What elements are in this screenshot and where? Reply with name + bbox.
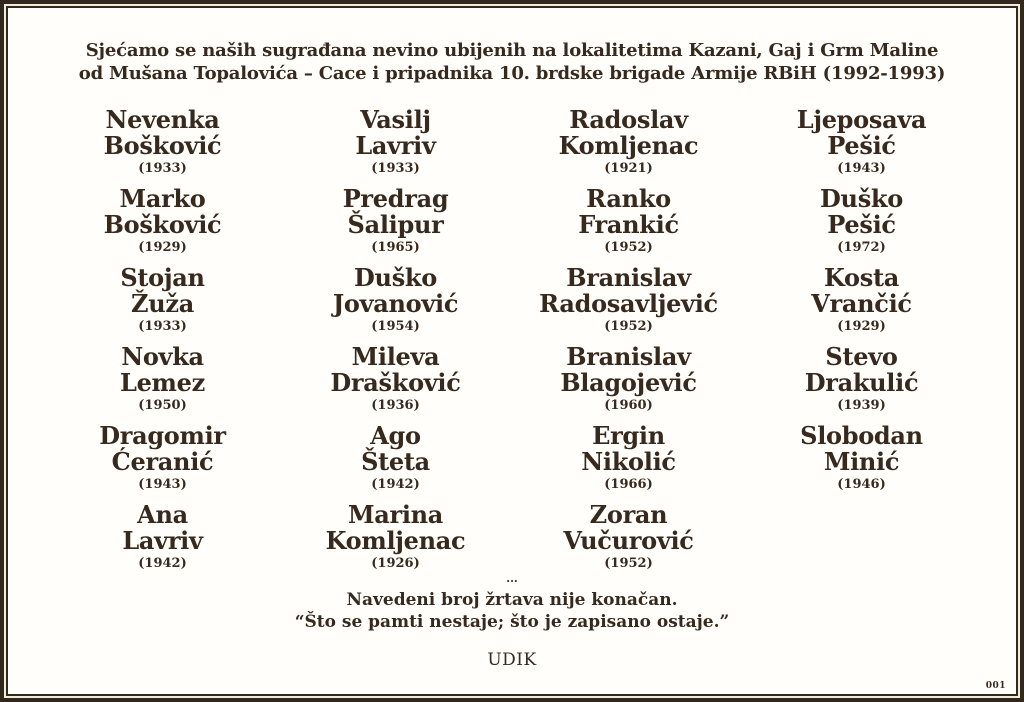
victim-first-name: Duško bbox=[354, 263, 437, 292]
poster-header bbox=[12, 39, 1012, 85]
victim-name bbox=[46, 186, 279, 238]
victim-name bbox=[46, 265, 279, 317]
victim-birth-year: (1972) bbox=[837, 240, 886, 255]
victim-first-name: Ana bbox=[137, 500, 188, 529]
victim-first-name: Dragomir bbox=[99, 421, 226, 450]
victim-name bbox=[745, 423, 978, 475]
victim-last-name: Ćeranić bbox=[111, 447, 214, 476]
victim-entry bbox=[46, 344, 279, 414]
victim-name bbox=[279, 107, 512, 159]
victim-entry bbox=[279, 502, 512, 572]
victim-first-name: Stevo bbox=[825, 342, 898, 371]
victim-entry bbox=[745, 186, 978, 256]
victim-entry bbox=[279, 186, 512, 256]
victims-grid bbox=[12, 107, 1012, 572]
victim-last-name: Drašković bbox=[330, 368, 461, 397]
victim-entry bbox=[46, 186, 279, 256]
header-line-2: od Mušana Topalovića – Cace i pripadnika 10. brdske brigade Armije RBiH (1992-1993) bbox=[78, 63, 946, 84]
victim-birth-year: (1954) bbox=[371, 319, 420, 334]
victim-birth-year: (1926) bbox=[371, 556, 420, 571]
victim-entry bbox=[745, 265, 978, 335]
victim-last-name: Minić bbox=[823, 447, 900, 476]
footer-note-2: “Što se pamti nestaje; što je zapisano ostaje.” bbox=[294, 612, 730, 632]
victim-name bbox=[512, 423, 745, 475]
victim-last-name: Lavriv bbox=[122, 526, 203, 555]
victim-entry bbox=[745, 423, 978, 493]
victim-last-name: Komljenac bbox=[325, 526, 466, 555]
victim-entry bbox=[279, 107, 512, 177]
victim-name bbox=[279, 265, 512, 317]
footer-ellipsis: ... bbox=[506, 572, 518, 585]
victim-last-name: Žuža bbox=[131, 289, 194, 318]
victim-birth-year: (1929) bbox=[138, 240, 187, 255]
victim-last-name: Frankić bbox=[578, 210, 679, 239]
victim-entry bbox=[46, 107, 279, 177]
victim-first-name: Ergin bbox=[592, 421, 665, 450]
victim-first-name: Branislav bbox=[566, 342, 691, 371]
header-line-1: Sjećamo se naših sugrađana nevino ubijenih na lokalitetima Kazani, Gaj i Grm Maline bbox=[85, 40, 939, 61]
victim-first-name: Marko bbox=[119, 184, 206, 213]
victim-birth-year: (1942) bbox=[371, 477, 420, 492]
victim-name bbox=[46, 107, 279, 159]
victim-birth-year: (1939) bbox=[837, 398, 886, 413]
victim-name bbox=[512, 265, 745, 317]
victim-last-name: Nikolić bbox=[581, 447, 676, 476]
victim-last-name: Vučurović bbox=[563, 526, 694, 555]
victim-entry bbox=[46, 423, 279, 493]
victim-birth-year: (1933) bbox=[138, 319, 187, 334]
victim-entry bbox=[46, 265, 279, 335]
victim-last-name: Šteta bbox=[361, 447, 430, 476]
victim-name bbox=[46, 344, 279, 396]
victim-first-name: Stojan bbox=[120, 263, 205, 292]
victim-name bbox=[279, 186, 512, 238]
victim-name bbox=[279, 423, 512, 475]
victim-entry bbox=[512, 423, 745, 493]
victim-last-name: Jovanović bbox=[332, 289, 459, 318]
victim-last-name: Komljenac bbox=[558, 131, 699, 160]
victim-last-name: Lavriv bbox=[355, 131, 436, 160]
victim-last-name: Blagojević bbox=[560, 368, 697, 397]
victim-birth-year: (1952) bbox=[604, 556, 653, 571]
victim-first-name: Nevenka bbox=[105, 105, 220, 134]
victim-name bbox=[512, 502, 745, 554]
victim-name bbox=[512, 344, 745, 396]
organization-name: UDIK bbox=[487, 650, 537, 670]
victim-entry bbox=[279, 265, 512, 335]
victim-birth-year: (1942) bbox=[138, 556, 187, 571]
victim-entry bbox=[745, 107, 978, 177]
victim-birth-year: (1965) bbox=[371, 240, 420, 255]
victim-last-name: Bošković bbox=[103, 210, 222, 239]
victim-first-name: Ranko bbox=[586, 184, 671, 213]
victim-entry bbox=[512, 186, 745, 256]
victim-birth-year: (1943) bbox=[837, 161, 886, 176]
victim-birth-year: (1929) bbox=[837, 319, 886, 334]
victim-birth-year: (1943) bbox=[138, 477, 187, 492]
victim-name bbox=[279, 344, 512, 396]
victim-last-name: Drakulić bbox=[804, 368, 919, 397]
victim-name bbox=[745, 265, 978, 317]
victim-last-name: Lemez bbox=[120, 368, 205, 397]
victim-entry bbox=[512, 107, 745, 177]
victim-first-name: Kosta bbox=[824, 263, 899, 292]
victim-name bbox=[745, 344, 978, 396]
victim-first-name: Marina bbox=[347, 500, 444, 529]
victim-birth-year: (1933) bbox=[138, 161, 187, 176]
victim-last-name: Pešić bbox=[827, 210, 896, 239]
victim-last-name: Pešić bbox=[827, 131, 896, 160]
victim-birth-year: (1952) bbox=[604, 319, 653, 334]
victim-birth-year: (1946) bbox=[837, 477, 886, 492]
victim-last-name: Bošković bbox=[103, 131, 222, 160]
victim-first-name: Zoran bbox=[589, 500, 668, 529]
page-number: 001 bbox=[985, 681, 1006, 691]
victim-first-name: Predrag bbox=[342, 184, 449, 213]
victim-birth-year: (1966) bbox=[604, 477, 653, 492]
victim-birth-year: (1960) bbox=[604, 398, 653, 413]
victim-name bbox=[46, 502, 279, 554]
victim-first-name: Duško bbox=[820, 184, 903, 213]
victim-entry bbox=[512, 344, 745, 414]
victim-first-name: Novka bbox=[121, 342, 204, 371]
victim-last-name: Radosavljević bbox=[539, 289, 718, 318]
victim-birth-year: (1933) bbox=[371, 161, 420, 176]
victim-name bbox=[745, 186, 978, 238]
victim-name bbox=[46, 423, 279, 475]
victim-first-name: Ago bbox=[370, 421, 421, 450]
victim-entry bbox=[745, 344, 978, 414]
victim-last-name: Šalipur bbox=[347, 210, 444, 239]
victim-name bbox=[512, 186, 745, 238]
victim-first-name: Slobodan bbox=[800, 421, 923, 450]
victim-first-name: Branislav bbox=[566, 263, 691, 292]
victim-birth-year: (1921) bbox=[604, 161, 653, 176]
victim-entry bbox=[46, 502, 279, 572]
poster-content bbox=[12, 12, 1012, 690]
footer-note-1: Navedeni broj žrtava nije konačan. bbox=[346, 590, 678, 610]
victim-first-name: Mileva bbox=[351, 342, 440, 371]
victim-first-name: Vasilj bbox=[360, 105, 431, 134]
victim-birth-year: (1950) bbox=[138, 398, 187, 413]
victim-birth-year: (1936) bbox=[371, 398, 420, 413]
victim-last-name: Vrančić bbox=[811, 289, 912, 318]
victim-name bbox=[279, 502, 512, 554]
victim-entry bbox=[279, 344, 512, 414]
victim-name bbox=[745, 107, 978, 159]
victim-entry bbox=[512, 265, 745, 335]
poster-footer bbox=[12, 573, 1012, 670]
victim-first-name: Radoslav bbox=[569, 105, 688, 134]
victim-first-name: Ljeposava bbox=[796, 105, 927, 134]
victim-entry bbox=[279, 423, 512, 493]
victim-entry bbox=[512, 502, 745, 572]
victim-birth-year: (1952) bbox=[604, 240, 653, 255]
victim-name bbox=[512, 107, 745, 159]
